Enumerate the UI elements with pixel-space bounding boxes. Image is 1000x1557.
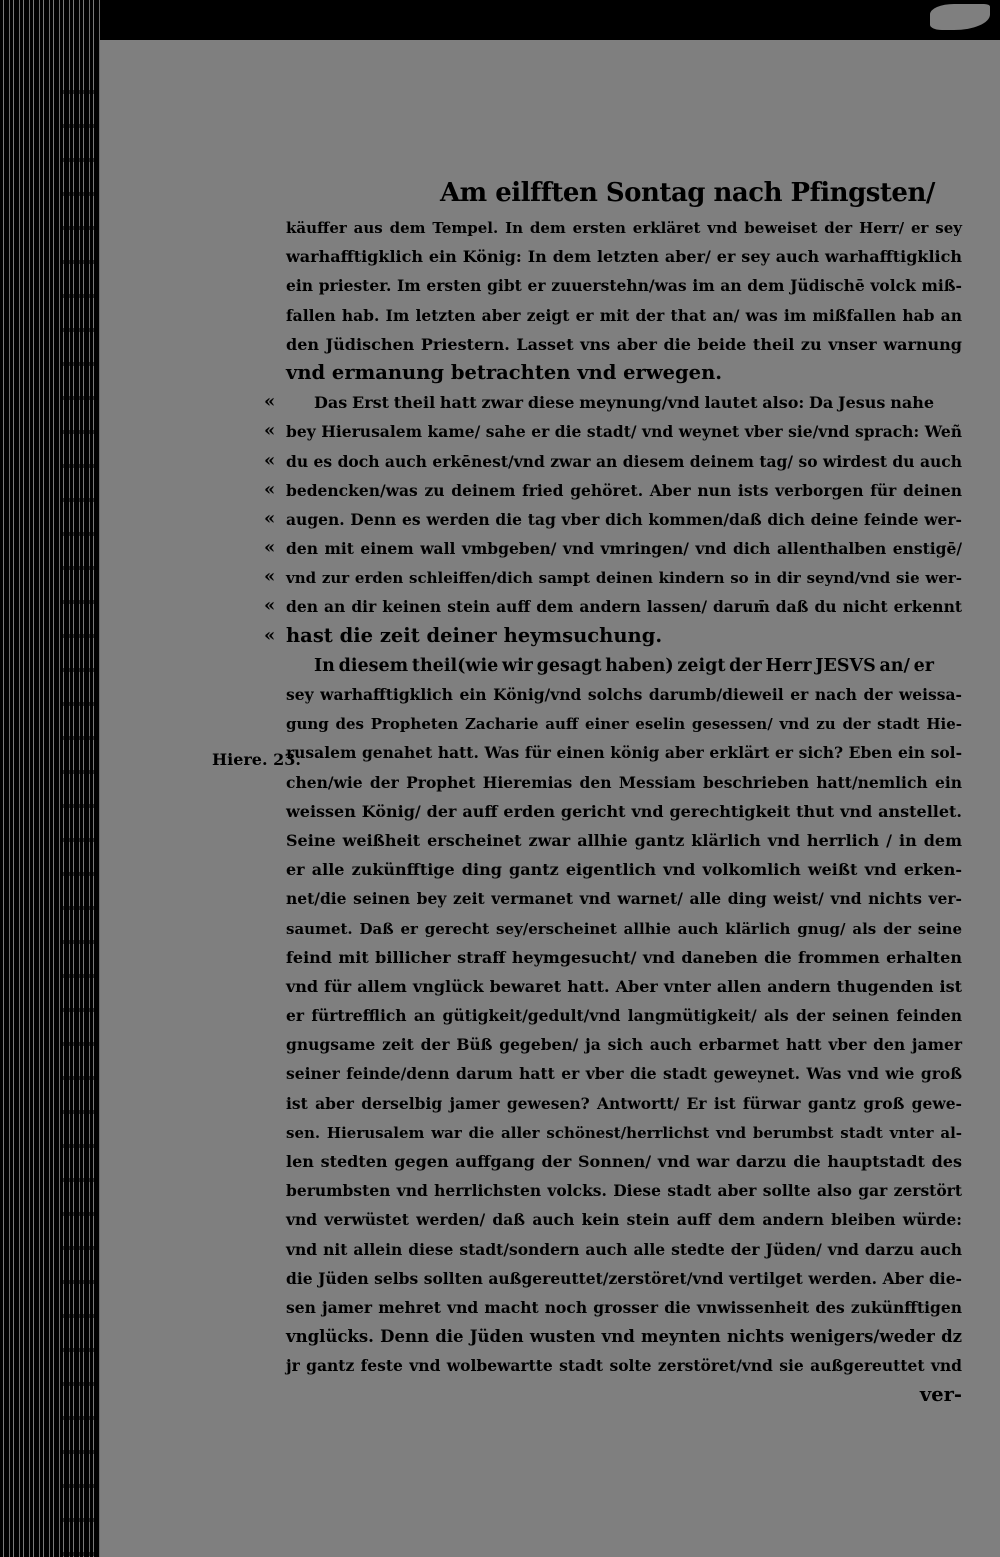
text-line bbox=[286, 329, 962, 358]
quote-mark: « bbox=[264, 449, 276, 471]
line-text: sen. Hierusalem war die aller schönest/herrlichst vnd berumbst stadt vnter al- bbox=[286, 1123, 962, 1142]
running-head: Am eilfften Sontag nach Pfingsten/ bbox=[440, 178, 935, 208]
quote-mark: « bbox=[264, 420, 276, 442]
line-text: rusalem genahet hatt. Was für einen könig aber erklärt er sich? Eben ein sol- bbox=[286, 743, 962, 763]
body-text bbox=[264, 212, 962, 1409]
text-line bbox=[286, 796, 962, 825]
text-line bbox=[286, 1029, 962, 1058]
text-line bbox=[286, 270, 962, 299]
scan-top-border bbox=[0, 0, 1000, 40]
line-text: sey warhafftigklich ein König/vnd solchs darumb/dieweil er nach der weissa- bbox=[286, 685, 962, 704]
text-line bbox=[286, 1117, 962, 1146]
corner-clip-icon bbox=[930, 4, 990, 30]
text-line bbox=[286, 300, 962, 329]
text-line bbox=[286, 913, 962, 942]
line-text: den an dir keinen stein auff dem andern lassen/ darum̄ daß du nicht erkennt bbox=[286, 597, 962, 617]
text-line bbox=[286, 1263, 962, 1292]
text-line bbox=[286, 679, 962, 708]
text-line bbox=[286, 1321, 962, 1350]
text-line bbox=[286, 942, 962, 971]
text-line bbox=[264, 475, 962, 504]
line-text: vnd nit allein diese stadt/sondern auch alle stedte der Jüden/ vnd darzu auch bbox=[286, 1239, 962, 1259]
text-line bbox=[264, 446, 962, 475]
line-text: net/die seinen bey zeit vermanet vnd warnet/ alle ding weist/ vnd nichts ver- bbox=[286, 889, 962, 909]
line-text: augen. Denn es werden die tag vber dich kommen/daß dich deine feinde wer- bbox=[286, 509, 962, 529]
quote-mark: « bbox=[264, 537, 276, 559]
text-line bbox=[264, 416, 962, 445]
line-text: gung des Propheten Zacharie auff einer eselin gesessen/ vnd zu der stadt Hie- bbox=[286, 715, 962, 734]
text-line bbox=[286, 767, 962, 796]
line-text: Das Erst theil hatt zwar diese meynung/vnd lautet also: Da Jesus nahe bbox=[314, 393, 934, 413]
line-text: len stedten gegen auffgang der Sonnen/ vnd war darzu die hauptstadt des bbox=[286, 1152, 962, 1171]
line-text: ver- bbox=[919, 1382, 962, 1406]
text-line bbox=[286, 737, 962, 766]
line-text: vnd zur erden schleiffen/dich sampt deinen kindern so in dir seynd/vnd sie wer- bbox=[286, 569, 962, 588]
quote-mark: « bbox=[264, 478, 276, 500]
line-text: vnglücks. Denn die Jüden wusten vnd meynten nichts wenigers/weder dz bbox=[286, 1327, 962, 1347]
line-text: ein priester. Im ersten gibt er zuuerstehn/was im an dem Jüdischē volck miß- bbox=[286, 276, 962, 296]
line-text: fallen hab. Im letzten aber zeigt er mit der that an/ was im mißfallen hab an bbox=[286, 305, 962, 325]
text-line bbox=[286, 212, 962, 241]
book-fore-edge bbox=[0, 0, 100, 1557]
text-line bbox=[264, 621, 962, 650]
line-text: In diesem theil(wie wir gesagt haben) zeigt der Herr JESVS an/ er bbox=[314, 655, 934, 676]
margin-note: Hiere. 23. bbox=[212, 750, 301, 769]
line-text: er alle zukünfftige ding gantz eigentlich vnd volkomlich weißt vnd erken- bbox=[286, 860, 962, 880]
catchword bbox=[286, 1380, 962, 1409]
text-line bbox=[286, 1292, 962, 1321]
quote-mark: « bbox=[264, 624, 276, 646]
line-text: berumbsten vnd herrlichsten volcks. Diese stadt aber sollte also gar zerstört bbox=[286, 1181, 962, 1201]
line-text: käuffer aus dem Tempel. In dem ersten erkläret vnd beweiset der Herr/ er sey bbox=[286, 219, 962, 237]
line-text: du es doch auch erkēnest/vnd zwar an diesem deinem tag/ so wirdest du auch bbox=[286, 451, 962, 471]
text-line bbox=[286, 708, 962, 737]
text-line bbox=[286, 1000, 962, 1029]
line-text: die Jüden selbs sollten außgereuttet/zerstöret/vnd vertilget werden. Aber die- bbox=[286, 1268, 962, 1288]
line-text: weissen König/ der auff erden gericht vnd gerechtigkeit thut vnd anstellet. bbox=[286, 801, 962, 821]
text-line bbox=[286, 1175, 962, 1204]
text-line bbox=[286, 1234, 962, 1263]
line-text: den Jüdischen Priestern. Lasset vns aber die beide theil zu vnser warnung bbox=[286, 334, 962, 354]
text-line bbox=[286, 1146, 962, 1175]
line-text: warhafftigklich ein König: In dem letzten aber/ er sey auch warhafftigklich bbox=[286, 247, 962, 267]
line-text: bey Hierusalem kame/ sahe er die stadt/ vnd weynet vber sie/vnd sprach: Weñ bbox=[286, 422, 962, 442]
quote-mark: « bbox=[264, 391, 276, 413]
quote-mark: « bbox=[264, 595, 276, 617]
text-line bbox=[264, 562, 962, 591]
line-text: den mit einem wall vmbgeben/ vnd vmringen/ vnd dich allenthalben enstigē/ bbox=[286, 539, 962, 559]
text-line bbox=[286, 358, 962, 387]
line-text: ist aber derselbig jamer gewesen? Antwortt/ Er ist fürwar gantz groß gewe- bbox=[286, 1093, 962, 1113]
text-line bbox=[286, 1350, 962, 1379]
line-text: vnd verwüstet werden/ daß auch kein stein auff dem andern bleiben würde: bbox=[286, 1210, 962, 1230]
line-text: gnugsame zeit der Büß gegeben/ ja sich auch erbarmet hatt vber den jamer bbox=[286, 1035, 962, 1055]
text-line bbox=[286, 825, 962, 854]
text-line bbox=[286, 883, 962, 912]
line-text: vnd ermanung betrachten vnd erwegen. bbox=[286, 360, 723, 384]
line-text: sen jamer mehret vnd macht noch grosser die vnwissenheit des zukünfftigen bbox=[286, 1297, 962, 1317]
text-line bbox=[286, 650, 962, 679]
line-text: seiner feinde/denn darum hatt er vber die stadt geweynet. Was vnd wie groß bbox=[286, 1064, 962, 1084]
line-text: chen/wie der Prophet Hieremias den Messiam beschrieben hatt/nemlich ein bbox=[286, 772, 962, 792]
text-line bbox=[264, 533, 962, 562]
fore-edge-shading bbox=[60, 60, 95, 1557]
text-line bbox=[264, 504, 962, 533]
line-text: er fürtrefflich an gütigkeit/gedult/vnd langmütigkeit/ als der seinen feinden bbox=[286, 1006, 962, 1026]
text-line bbox=[286, 971, 962, 1000]
line-text: vnd für allem vnglück bewaret hatt. Aber vnter allen andern thugenden ist bbox=[286, 976, 962, 996]
line-text: hast die zeit deiner heymsuchung. bbox=[286, 623, 663, 647]
quote-mark: « bbox=[264, 507, 276, 529]
text-line bbox=[286, 1204, 962, 1233]
line-text: feind mit billicher straff heymgesucht/ vnd daneben die frommen erhalten bbox=[286, 947, 962, 967]
text-line bbox=[286, 854, 962, 883]
text-line bbox=[286, 1058, 962, 1087]
scan-corner bbox=[920, 0, 1000, 40]
text-line bbox=[286, 241, 962, 270]
line-text: Seine weißheit erscheinet zwar allhie gantz klärlich vnd herrlich / in dem bbox=[286, 830, 962, 850]
line-text: bedencken/was zu deinem fried gehöret. Aber nun ists verborgen für deinen bbox=[286, 480, 962, 500]
text-line bbox=[264, 591, 962, 620]
line-text: jr gantz feste vnd wolbewartte stadt solte zerstöret/vnd sie außgereuttet vnd bbox=[286, 1356, 962, 1376]
line-text: saumet. Daß er gerecht sey/erscheinet allhie auch klärlich gnug/ als der seine bbox=[286, 919, 962, 938]
text-line bbox=[264, 387, 962, 416]
quote-mark: « bbox=[264, 566, 276, 588]
text-line bbox=[286, 1088, 962, 1117]
